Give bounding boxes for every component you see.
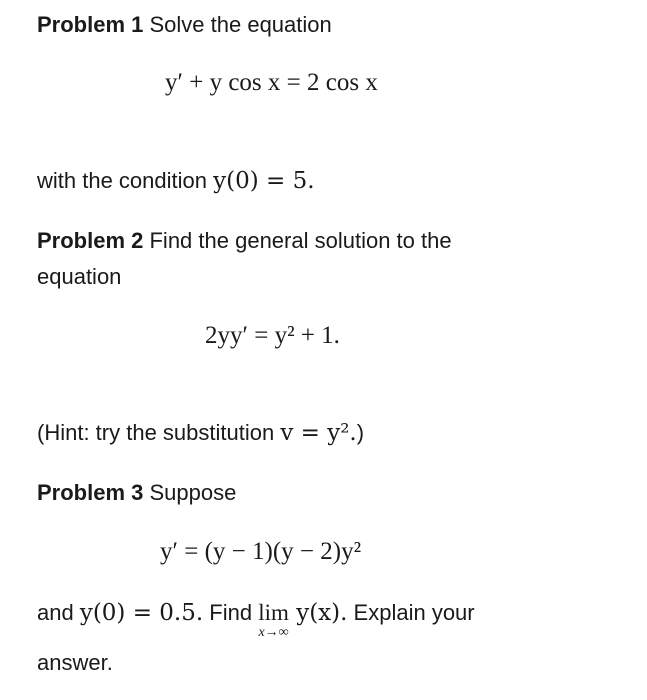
problem3-answer-line: answer. (37, 650, 113, 675)
problem3-limit (258, 600, 289, 640)
problem1-equation: y′ + y cos x = 2 cos x (165, 69, 378, 96)
problem1-condition (37, 166, 315, 196)
problem2-hint-prefix: (Hint: try the substitution (37, 420, 281, 445)
problem1-condition-prefix: with the condition (37, 168, 214, 193)
problem3-equation: y′ = (y − 1)(y − 2)y² (160, 538, 362, 565)
problem1-statement (37, 10, 332, 40)
problem3-label: Problem 3 (37, 480, 144, 505)
problem2-statement-line2: equation (37, 264, 122, 289)
problem3-and-prefix: and (37, 600, 80, 625)
problem3-find-text: Find (203, 600, 259, 625)
problem2-hint-suffix: ) (356, 420, 365, 445)
problem3-lim-arg: y(x). (288, 600, 348, 626)
problem2-hint (37, 418, 364, 448)
problem2-text-line1: Find the general solution to the (143, 228, 452, 253)
problem3-lim-word: lim (258, 600, 289, 625)
problem3-lim-sub: x→∞ (258, 625, 289, 640)
problem2-statement (37, 226, 452, 256)
problem2-label: Problem 2 (37, 228, 144, 253)
problem3-text: Suppose (143, 480, 237, 505)
problem3-statement (37, 478, 236, 508)
problem2-hint-math: v = y². (280, 420, 357, 446)
problem3-initial-math: y(0) = 0.5. (79, 600, 204, 626)
problem2-equation: 2yy′ = y² + 1. (205, 322, 340, 349)
problem3-find-line (37, 598, 475, 640)
problem1-text: Solve the equation (143, 12, 332, 37)
problem1-condition-math: y(0) = 5. (213, 168, 315, 194)
problem3-explain-text: Explain your (347, 600, 475, 625)
problem1-label: Problem 1 (37, 12, 144, 37)
